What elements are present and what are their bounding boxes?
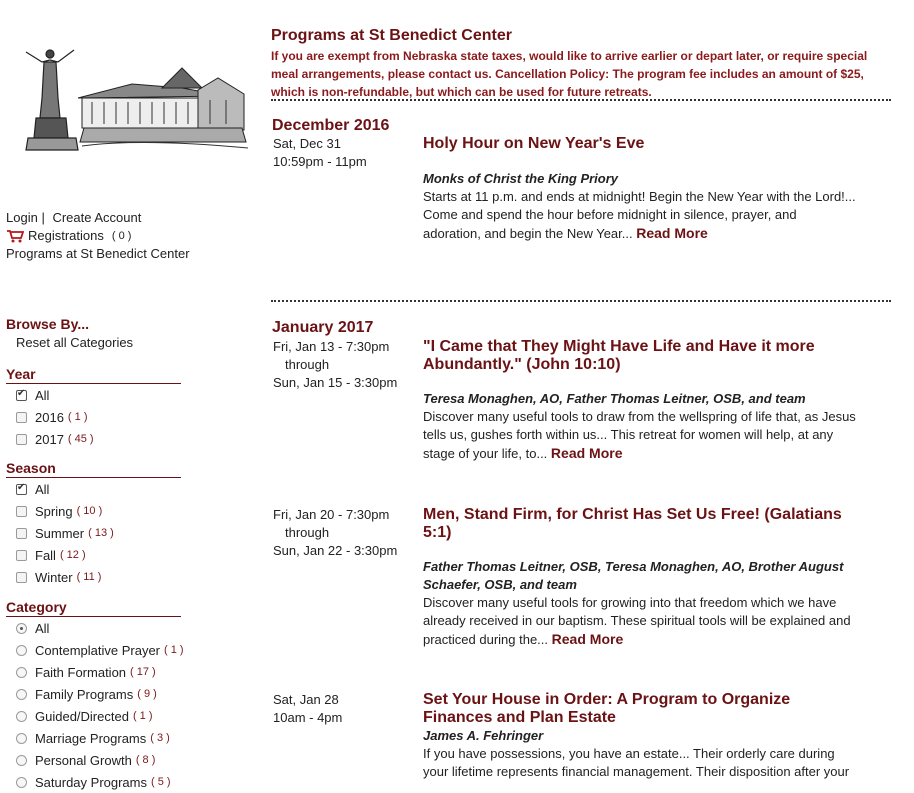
event-date: [273, 338, 397, 392]
radio-icon[interactable]: [16, 645, 27, 656]
category-option-saturday-programs[interactable]: [6, 771, 184, 793]
year-option-2017[interactable]: [6, 428, 181, 450]
event-card: [423, 691, 858, 781]
date-time: 10:59pm - 11pm: [273, 154, 367, 169]
checkbox-icon[interactable]: [16, 484, 27, 495]
event-title[interactable]: Holy Hour on New Year's Eve: [423, 135, 645, 152]
season-option-fall[interactable]: [6, 544, 181, 566]
date-start: Sat, Dec 31: [273, 136, 341, 151]
category-option-all[interactable]: [6, 617, 184, 639]
description-text: Discover many useful tools for growing into that freedom which we have already received in our baptism. These spiritual tools will be explained and practiced during the...: [423, 595, 851, 647]
option-count: ( 1 ): [164, 644, 184, 656]
option-label: All: [35, 481, 50, 497]
checkbox-icon[interactable]: [16, 412, 27, 423]
radio-icon[interactable]: [16, 623, 27, 634]
season-option-winter[interactable]: [6, 566, 181, 588]
checkbox-icon[interactable]: [16, 506, 27, 517]
option-count: ( 45 ): [67, 433, 94, 445]
year-title: Year: [6, 366, 181, 384]
checkbox-icon[interactable]: [16, 528, 27, 539]
registrations-count: ( 0 ): [111, 230, 132, 242]
option-label: Summer: [35, 525, 85, 541]
month-heading: December 2016: [272, 117, 390, 134]
read-more-link[interactable]: Read More: [550, 445, 623, 461]
category-option-contemplative-prayer[interactable]: [6, 639, 184, 661]
option-label: All: [35, 387, 50, 403]
option-count: ( 5 ): [151, 776, 171, 788]
description-text: If you have possessions, you have an estate... Their orderly care during your lifetime represents financial management. Their disposition after your: [423, 746, 850, 779]
option-count: ( 13 ): [88, 527, 114, 539]
option-label: Spring: [35, 503, 73, 519]
year-option-2016[interactable]: [6, 406, 181, 428]
event-date: [273, 506, 397, 560]
option-label: Fall: [35, 547, 56, 563]
date-start: Sat, Jan 28: [273, 692, 339, 707]
year-filter: [6, 366, 181, 450]
event-card: [423, 135, 858, 243]
read-more-link[interactable]: Read More: [636, 225, 708, 241]
date-time: 10am - 4pm: [273, 710, 343, 725]
category-title: Category: [6, 599, 181, 617]
date-through: through: [285, 357, 330, 372]
checkbox-icon[interactable]: [16, 390, 27, 401]
event-card: [423, 506, 858, 649]
option-label: All: [35, 620, 50, 636]
season-title: Season: [6, 460, 181, 478]
year-option-all[interactable]: [6, 384, 181, 406]
event-description: [423, 745, 858, 781]
option-count: ( 1 ): [132, 710, 153, 722]
event-description: [423, 594, 858, 649]
browse-panel: [6, 316, 133, 350]
category-option-family-programs[interactable]: [6, 683, 184, 705]
season-filter: [6, 460, 181, 588]
sidebar: [0, 0, 200, 790]
option-count: ( 17 ): [130, 666, 156, 678]
option-count: ( 10 ): [76, 505, 103, 517]
registrations-link[interactable]: [6, 227, 190, 245]
page-title: Programs at St Benedict Center: [271, 27, 512, 44]
event-title[interactable]: Men, Stand Firm, for Christ Has Set Us Free! (Galatians 5:1): [423, 506, 842, 541]
description-text: Discover many useful tools to draw from the wellspring of life that, as Jesus tells us, gushes forth within us... This retreat for women will help, at any stage of your life, to...: [423, 409, 856, 461]
option-label: Winter: [35, 569, 73, 585]
browse-title: Browse By...: [6, 316, 89, 332]
option-count: ( 3 ): [150, 732, 170, 744]
option-label: Guided/Directed: [35, 708, 129, 724]
option-label: Saturday Programs: [35, 774, 147, 790]
option-count: ( 11 ): [76, 571, 102, 583]
month-heading: January 2017: [272, 319, 374, 336]
description-text: Starts at 11 p.m. and ends at midnight! Begin the New Year with the Lord!... Come and spend the hour before midnight in silence, prayer, and adoration, and begin the New Year...: [423, 189, 856, 241]
login-link[interactable]: Login: [6, 210, 38, 225]
event-description: [423, 408, 858, 463]
option-count: ( 1 ): [67, 411, 88, 423]
event-presenter: Father Thomas Leitner, OSB, Teresa Monaghen, AO, Brother August Schaefer, OSB, and team: [423, 559, 844, 592]
option-label: Family Programs: [35, 686, 134, 702]
season-option-all[interactable]: [6, 478, 181, 500]
category-option-marriage-programs[interactable]: [6, 727, 184, 749]
create-account-link[interactable]: Create Account: [52, 210, 142, 225]
radio-icon[interactable]: [16, 755, 27, 766]
event-presenter: Monks of Christ the King Priory: [423, 171, 619, 186]
option-count: ( 12 ): [59, 549, 86, 561]
option-count: ( 8 ): [135, 754, 156, 766]
radio-icon[interactable]: [16, 711, 27, 722]
st-benedict-center-logo: [22, 38, 250, 156]
cart-icon: [6, 229, 24, 243]
option-label: Marriage Programs: [35, 730, 147, 746]
option-label: 2016: [35, 409, 64, 425]
separator: |: [41, 210, 45, 225]
programs-link[interactable]: Programs at St Benedict Center: [6, 246, 190, 261]
season-option-spring[interactable]: [6, 500, 181, 522]
event-description: [423, 188, 858, 243]
date-through: through: [285, 525, 330, 540]
radio-icon[interactable]: [16, 733, 27, 744]
checkbox-icon[interactable]: [16, 434, 27, 445]
category-filter: [6, 599, 184, 793]
notice-text: If you are exempt from Nebraska state taxes, would like to arrive earlier or depart later, or require special meal arrangements, please contact us. Cancellation Policy: The program fee includes an amount of $25, which is non-refundable, but which can be used for future retreats.: [271, 49, 868, 99]
option-count: ( 9 ): [137, 688, 157, 700]
season-option-summer[interactable]: [6, 522, 181, 544]
account-links: [6, 209, 190, 263]
option-label: Faith Formation: [35, 664, 127, 680]
date-end: Sun, Jan 22 - 3:30pm: [273, 543, 398, 558]
event-card: [423, 338, 858, 463]
registrations-label: Registrations: [28, 228, 104, 243]
radio-icon[interactable]: [16, 689, 27, 700]
date-start: Fri, Jan 13 - 7:30pm: [273, 339, 390, 354]
event-presenter: Teresa Monaghen, AO, Father Thomas Leitner, OSB, and team: [423, 391, 806, 406]
divider: [271, 99, 891, 101]
option-label: 2017: [35, 431, 64, 447]
category-option-faith-formation[interactable]: [6, 661, 184, 683]
reset-categories-link[interactable]: Reset all Categories: [16, 335, 134, 350]
category-option-guided-directed[interactable]: [6, 705, 184, 727]
option-label: Personal Growth: [35, 752, 132, 768]
read-more-link[interactable]: Read More: [551, 631, 624, 647]
date-end: Sun, Jan 15 - 3:30pm: [273, 375, 398, 390]
event-title[interactable]: Set Your House in Order: A Program to Organize Finances and Plan Estate: [423, 691, 791, 726]
checkbox-icon[interactable]: [16, 550, 27, 561]
option-label: Contemplative Prayer: [35, 642, 160, 658]
event-presenter: James A. Fehringer: [423, 728, 544, 743]
divider: [271, 300, 891, 302]
event-title[interactable]: "I Came that They Might Have Life and Have it more Abundantly." (John 10:10): [423, 338, 815, 373]
category-option-personal-growth[interactable]: [6, 749, 184, 771]
radio-icon[interactable]: [16, 777, 27, 788]
checkbox-icon[interactable]: [16, 572, 27, 583]
radio-icon[interactable]: [16, 667, 27, 678]
event-date: [273, 135, 367, 171]
event-date: [273, 691, 342, 727]
date-start: Fri, Jan 20 - 7:30pm: [273, 507, 390, 522]
